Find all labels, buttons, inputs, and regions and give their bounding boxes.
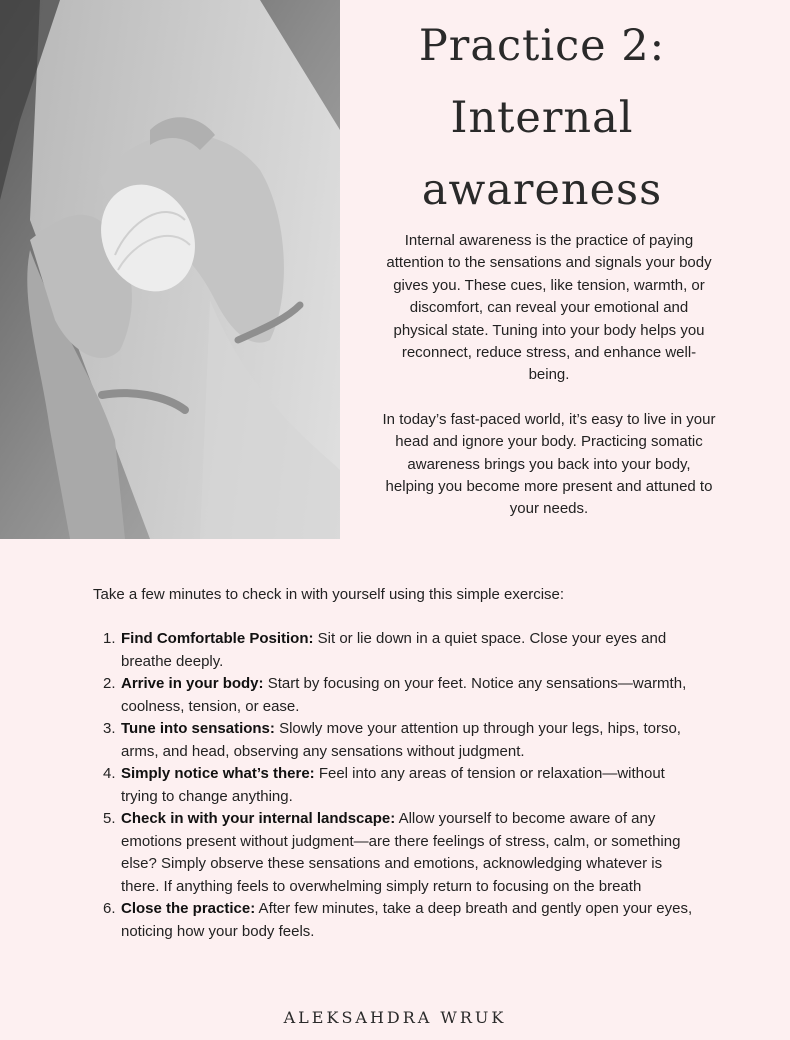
intro-text — [382, 230, 716, 543]
intro-paragraph-2: In today’s fast-paced world, it’s easy to live in your head and ignore your body. Practicing somatic awareness brings you back into your body, helping you become more present and attuned to your needs. — [382, 410, 716, 518]
step-number: 6. — [103, 900, 116, 917]
step-title: Close the practice: — [121, 900, 256, 917]
step-number: 3. — [103, 720, 116, 737]
exercise-steps-list — [93, 628, 697, 943]
step-text: Start by focusing on your feet. Notice any sensations—warmth, coolness, tension, or ease. — [121, 675, 687, 715]
step-number: 2. — [103, 675, 116, 692]
list-item — [93, 763, 697, 808]
step-text: After few minutes, take a deep breath and gently open your eyes, noticing how your body feels. — [121, 900, 693, 940]
step-number: 1. — [103, 630, 116, 647]
step-title: Find Comfortable Position: — [121, 630, 314, 647]
title-line-1: Practice 2: — [418, 21, 666, 71]
step-number: 5. — [103, 810, 116, 827]
list-item — [93, 808, 697, 898]
list-item — [93, 628, 697, 673]
step-text: Sit or lie down in a quiet space. Close your eyes and breathe deeply. — [121, 630, 667, 670]
step-text: Allow yourself to become aware of any emotions present without judgment—are there feelings of stress, calm, or something else? Simply observe these sensations and emotions, acknowledging whatever is there. If anything feels to overwhelming simply return to focusing on the breath — [121, 810, 681, 895]
list-item — [93, 718, 697, 763]
list-item — [93, 898, 697, 943]
step-title: Simply notice what’s there: — [121, 765, 315, 782]
title-line-3: awareness — [421, 165, 663, 215]
footer-brand: ALEKSAHDRA WRUK — [283, 1008, 507, 1027]
hands-holding-shell-photo — [0, 0, 340, 539]
intro-paragraph-1: Internal awareness is the practice of paying attention to the sensations and signals your body gives you. These cues, like tension, warmth, or discomfort, can reveal your emotional and physical state. Tuning into your body helps you reconnect, reduce stress, and enhance well-being. — [386, 232, 712, 384]
title-line-2: Internal — [450, 93, 634, 143]
step-title: Tune into sensations: — [121, 720, 275, 737]
step-number: 4. — [103, 765, 116, 782]
step-text: Feel into any areas of tension or relaxation—without trying to change anything. — [121, 765, 665, 805]
step-title: Check in with your internal landscape: — [121, 810, 396, 827]
photo-illustration — [0, 0, 340, 539]
step-title: Arrive in your body: — [121, 675, 264, 692]
list-item — [93, 673, 697, 718]
page-title — [384, 10, 700, 226]
exercise-lead: Take a few minutes to check in with yourself using this simple exercise: — [93, 586, 565, 603]
step-text: Slowly move your attention up through your legs, hips, torso, arms, and head, observing any sensations without judgment. — [121, 720, 681, 760]
